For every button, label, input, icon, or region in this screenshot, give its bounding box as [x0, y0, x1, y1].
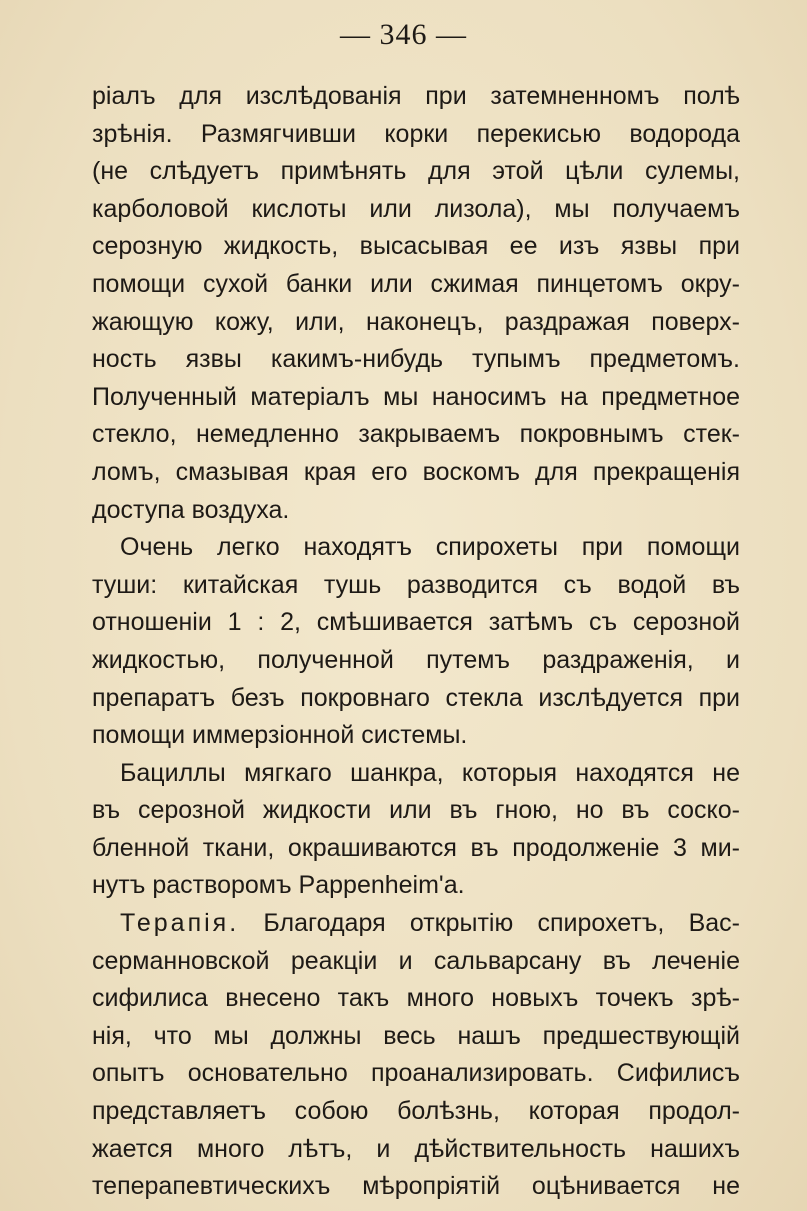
paragraph: [92, 755, 740, 905]
text-line: стекло, немедленно закрываемъ покровнымъ стек-: [92, 420, 740, 449]
text-line: туши: китайская тушь разводится съ водой въ: [92, 570, 740, 599]
text-line: опытъ основательно проанализировать. Сифилисъ: [92, 1059, 740, 1088]
text-line: серманновской реакціи и сальварсану въ леченіе: [92, 946, 740, 975]
section-lead: Терапія.: [120, 909, 240, 938]
text-line: препаратъ безъ покровнаго стекла изслѣдуется при: [92, 683, 740, 712]
text-line: [92, 905, 740, 943]
body-text: [92, 78, 740, 1206]
paragraph: [92, 78, 740, 529]
text-line: отношеніи 1 : 2, смѣшивается затѣмъ съ серозной: [92, 608, 740, 637]
text-line: жается много лѣтъ, и дѣйствительность нашихъ: [92, 1134, 740, 1163]
text-line: сифилиса внесено такъ много новыхъ точекъ зрѣ-: [92, 984, 740, 1013]
text-line: ность язвы какимъ-нибудь тупымъ предметомъ.: [92, 345, 740, 374]
text-line: зрѣнія. Размягчивши корки перекисью водорода: [92, 119, 740, 148]
text-line: жидкостью, полученной путемъ раздраженія, и: [92, 645, 740, 674]
text-line: доступа воздуха.: [92, 495, 290, 524]
text-line: ріалъ для изслѣдованія при затемненномъ полѣ: [92, 82, 740, 110]
text-line: помощи иммерзіонной системы.: [92, 721, 468, 750]
text-line: Очень легко находятъ спирохеты при помощи: [120, 533, 740, 562]
text-line: серозную жидкость, высасывая ее изъ язвы при: [92, 232, 740, 261]
text-line: (не слѣдуетъ примѣнять для этой цѣли сулемы,: [92, 157, 740, 186]
text-line: помощи сухой банки или сжимая пинцетомъ окру-: [92, 269, 740, 298]
text-fragment: Благодаря открытію спирохетъ, Вас-: [263, 909, 740, 938]
text-line: представляетъ собою болѣзнь, которая продол-: [92, 1097, 740, 1126]
text-line: въ серозной жидкости или въ гною, но въ соско-: [92, 796, 740, 825]
text-line: жающую кожу, или, наконецъ, раздражая поверх-: [92, 307, 740, 336]
text-line: нія, что мы должны весь нашъ предшествующій: [92, 1021, 740, 1050]
text-line: карболовой кислоты или лизола), мы получаемъ: [92, 194, 740, 223]
text-line: Бациллы мягкаго шанкра, которыя находятся не: [120, 758, 740, 787]
page-number: — 346 —: [340, 18, 467, 51]
paragraph: [92, 529, 740, 755]
text-line: нутъ растворомъ Pappenheim'a.: [92, 871, 465, 900]
text-line: бленной ткани, окрашиваются въ продолженіе 3 ми-: [92, 833, 740, 862]
paragraph: [92, 905, 740, 1206]
text-line: Полученный матеріалъ мы наносимъ на предметное: [92, 382, 740, 411]
text-line: ломъ, смазывая края его воскомъ для прекращенія: [92, 457, 740, 486]
text-line: теперапевтическихъ мѣропріятій оцѣнивается не: [92, 1172, 740, 1201]
